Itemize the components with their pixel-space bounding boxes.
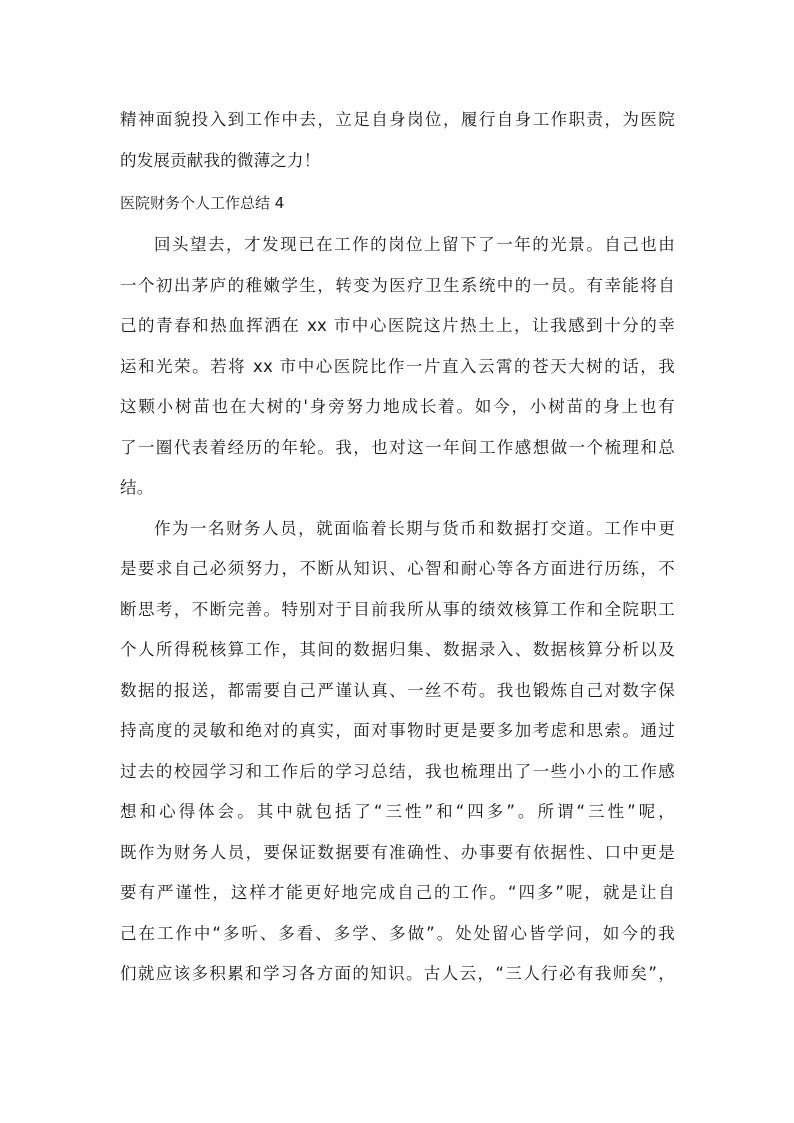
section-title: 医院财务个人工作总结 4 — [120, 194, 285, 212]
paragraph-line: 想和心得体会。其中就包括了“三性”和“四多”。所谓“三性”呢， — [120, 802, 675, 821]
paragraph-line: 个人所得税核算工作，其间的数据归集、数据录入、数据核算分析以及 — [120, 640, 675, 659]
paragraph-line: 是要求自己必须努力，不断从知识、心智和耐心等各方面进行历练，不 — [120, 559, 675, 578]
paragraph-2 — [120, 509, 675, 995]
paragraph-line: 一个初出茅庐的稚嫩学生，转变为医疗卫生系统中的一员。有幸能将自 — [120, 275, 675, 295]
paragraph-line: 己的青春和热血挥洒在 xx 市中心医院这片热土上，让我感到十分的幸 — [120, 316, 675, 335]
paragraph-line: 运和光荣。若将 xx 市中心医院比作一片直入云霄的苍天大树的话，我 — [120, 356, 675, 376]
paragraph-line: 既作为财务人员，要保证数据要有准确性、办事要有依据性、口中更是 — [120, 842, 675, 862]
intro-line: 精神面貌投入到工作中去，立足自身岗位，履行自身工作职责，为医院 — [120, 110, 675, 129]
paragraph-line: 己在工作中“多听、多看、多学、多做”。处处留心皆学问，如今的我 — [120, 923, 675, 943]
paragraph-1 — [120, 225, 675, 509]
paragraph-line: 断思考，不断完善。特别对于目前我所从事的绩效核算工作和全院职工 — [120, 599, 675, 619]
document-body — [120, 100, 675, 995]
paragraph-line: 这颗小树苗也在大树的'身旁努力地成长着。如今，小树苗的身上也有 — [120, 397, 675, 416]
paragraph-line: 持高度的灵敏和绝对的真实，面对事物时更是要多加考虑和思索。通过 — [120, 721, 675, 740]
paragraph-line: 结。 — [120, 478, 154, 497]
paragraph-line: 过去的校园学习和工作后的学习总结，我也梳理出了一些小小的工作感 — [120, 761, 675, 781]
paragraph-line: 回头望去，才发现已在工作的岗位上留下了一年的光景。自己也由 — [154, 235, 675, 254]
paragraph-line: 了一圈代表着经历的年轮。我，也对这一年间工作感想做一个梳理和总 — [120, 437, 675, 457]
paragraph-line: 们就应该多积累和学习各方面的知识。古人云，“三人行必有我师矣”， — [120, 964, 675, 983]
intro-line: 的发展贡献我的微薄之力！ — [120, 150, 321, 170]
paragraph-line: 要有严谨性，这样才能更好地完成自己的工作。“四多”呢，就是让自 — [120, 883, 675, 902]
paragraph-line: 数据的报送，都需要自己严谨认真、一丝不苟。我也锻炼自己对数字保 — [120, 680, 675, 700]
paragraph-line: 作为一名财务人员，就面临着长期与货币和数据打交道。工作中更 — [154, 518, 675, 538]
